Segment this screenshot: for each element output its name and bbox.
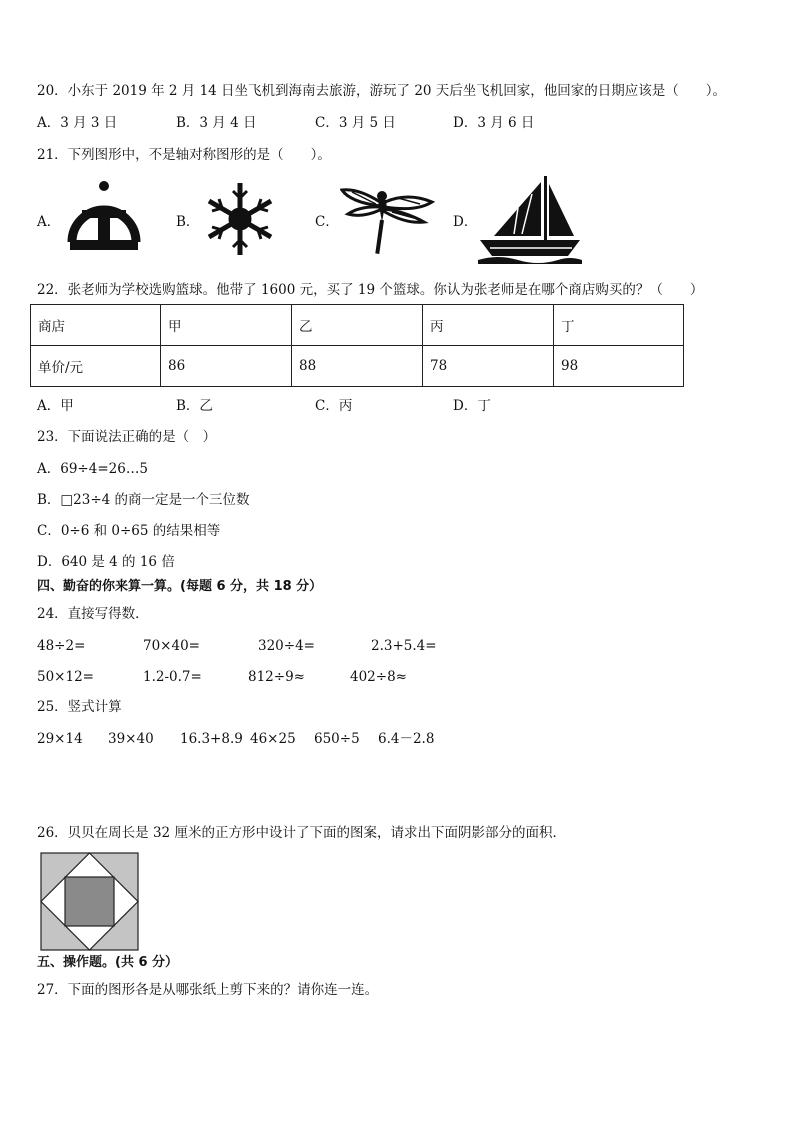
q20-option-b[interactable]: B．3 月 4 日	[176, 115, 257, 131]
q23-option-a[interactable]: A．69÷4=26…5	[37, 461, 148, 477]
q27-stem: 27．下面的图形各是从哪张纸上剪下来的？请你连一连。	[37, 982, 379, 998]
sailboat-icon	[478, 176, 582, 266]
snowflake-icon	[202, 180, 278, 258]
table-row	[31, 305, 684, 346]
q25-expression: 46×25	[250, 731, 296, 747]
table-cell: 88	[292, 346, 423, 387]
q24-expression: 320÷4=	[258, 638, 315, 654]
q21-stem: 21．下列图形中，不是轴对称图形的是（ ）。	[37, 147, 331, 163]
q22-option-c[interactable]: C．丙	[315, 398, 353, 414]
table-cell: 86	[161, 346, 292, 387]
q24-expression: 50×12=	[37, 669, 94, 685]
q24-expression: 402÷8≈	[350, 669, 407, 685]
table-cell: 丙	[423, 305, 554, 346]
table-cell: 乙	[292, 305, 423, 346]
q21-label-c[interactable]: C．	[315, 214, 339, 230]
q20-stem: 20．小东于 2019 年 2 月 14 日坐飞机到海南去旅游，游玩了 20 天后坐飞机回家，他回家的日期应该是（ ）。	[37, 83, 727, 99]
q24-expression: 70×40=	[143, 638, 200, 654]
section-4-heading: 四、勤奋的你来算一算。(每题 6 分，共 18 分）	[37, 579, 323, 594]
table-cell: 商店	[31, 305, 161, 346]
table-row	[31, 346, 684, 387]
q25-stem: 25．竖式计算	[37, 699, 122, 715]
table-cell: 98	[554, 346, 684, 387]
q22-option-b[interactable]: B．乙	[176, 398, 213, 414]
q24-expression: 48÷2=	[37, 638, 86, 654]
q21-label-d[interactable]: D．	[453, 214, 478, 230]
q24-stem: 24．直接写得数．	[37, 606, 149, 622]
q20-option-c[interactable]: C．3 月 5 日	[315, 115, 396, 131]
q23-stem: 23．下面说法正确的是（ ）	[37, 429, 217, 445]
shaded-square-figure	[40, 852, 140, 952]
dragonfly-icon	[340, 182, 436, 258]
q25-expression: 29×14	[37, 731, 83, 747]
q24-expression: 812÷9≈	[248, 669, 305, 685]
section-5-heading: 五、操作题。(共 6 分）	[37, 955, 179, 970]
q21-label-a[interactable]: A．	[37, 214, 61, 230]
q23-option-c[interactable]: C．0÷6 和 0÷65 的结果相等	[37, 523, 221, 539]
metro-logo-icon	[64, 180, 144, 264]
q24-expression: 1.2-0.7=	[143, 669, 202, 685]
q21-label-b[interactable]: B．	[176, 214, 200, 230]
q23-option-d[interactable]: D．640 是 4 的 16 倍	[37, 554, 175, 570]
q24-expression: 2.3+5.4=	[371, 638, 437, 654]
q26-stem: 26．贝贝在周长是 32 厘米的正方形中设计了下面的图案，请求出下面阴影部分的面积．	[37, 825, 566, 841]
q25-expression: 650÷5	[314, 731, 360, 747]
table-cell: 丁	[554, 305, 684, 346]
q22-option-d[interactable]: D．丁	[453, 398, 491, 414]
table-cell: 78	[423, 346, 554, 387]
q20-option-a[interactable]: A．3 月 3 日	[37, 115, 118, 131]
q22-option-a[interactable]: A．甲	[37, 398, 74, 414]
q23-option-b[interactable]: B．□23÷4 的商一定是一个三位数	[37, 492, 250, 508]
q25-expression: 16.3+8.9	[180, 731, 243, 747]
price-table	[30, 304, 684, 387]
q22-stem: 22．张老师为学校选购篮球。他带了 1600 元，买了 19 个篮球。你认为张老师是在哪个商店购买的？（ ）	[37, 282, 704, 298]
q25-expression: 39×40	[108, 731, 154, 747]
table-cell: 单价/元	[31, 346, 161, 387]
q20-option-d[interactable]: D．3 月 6 日	[453, 115, 535, 131]
q25-expression: 6.4－2.8	[378, 731, 435, 747]
table-cell: 甲	[161, 305, 292, 346]
